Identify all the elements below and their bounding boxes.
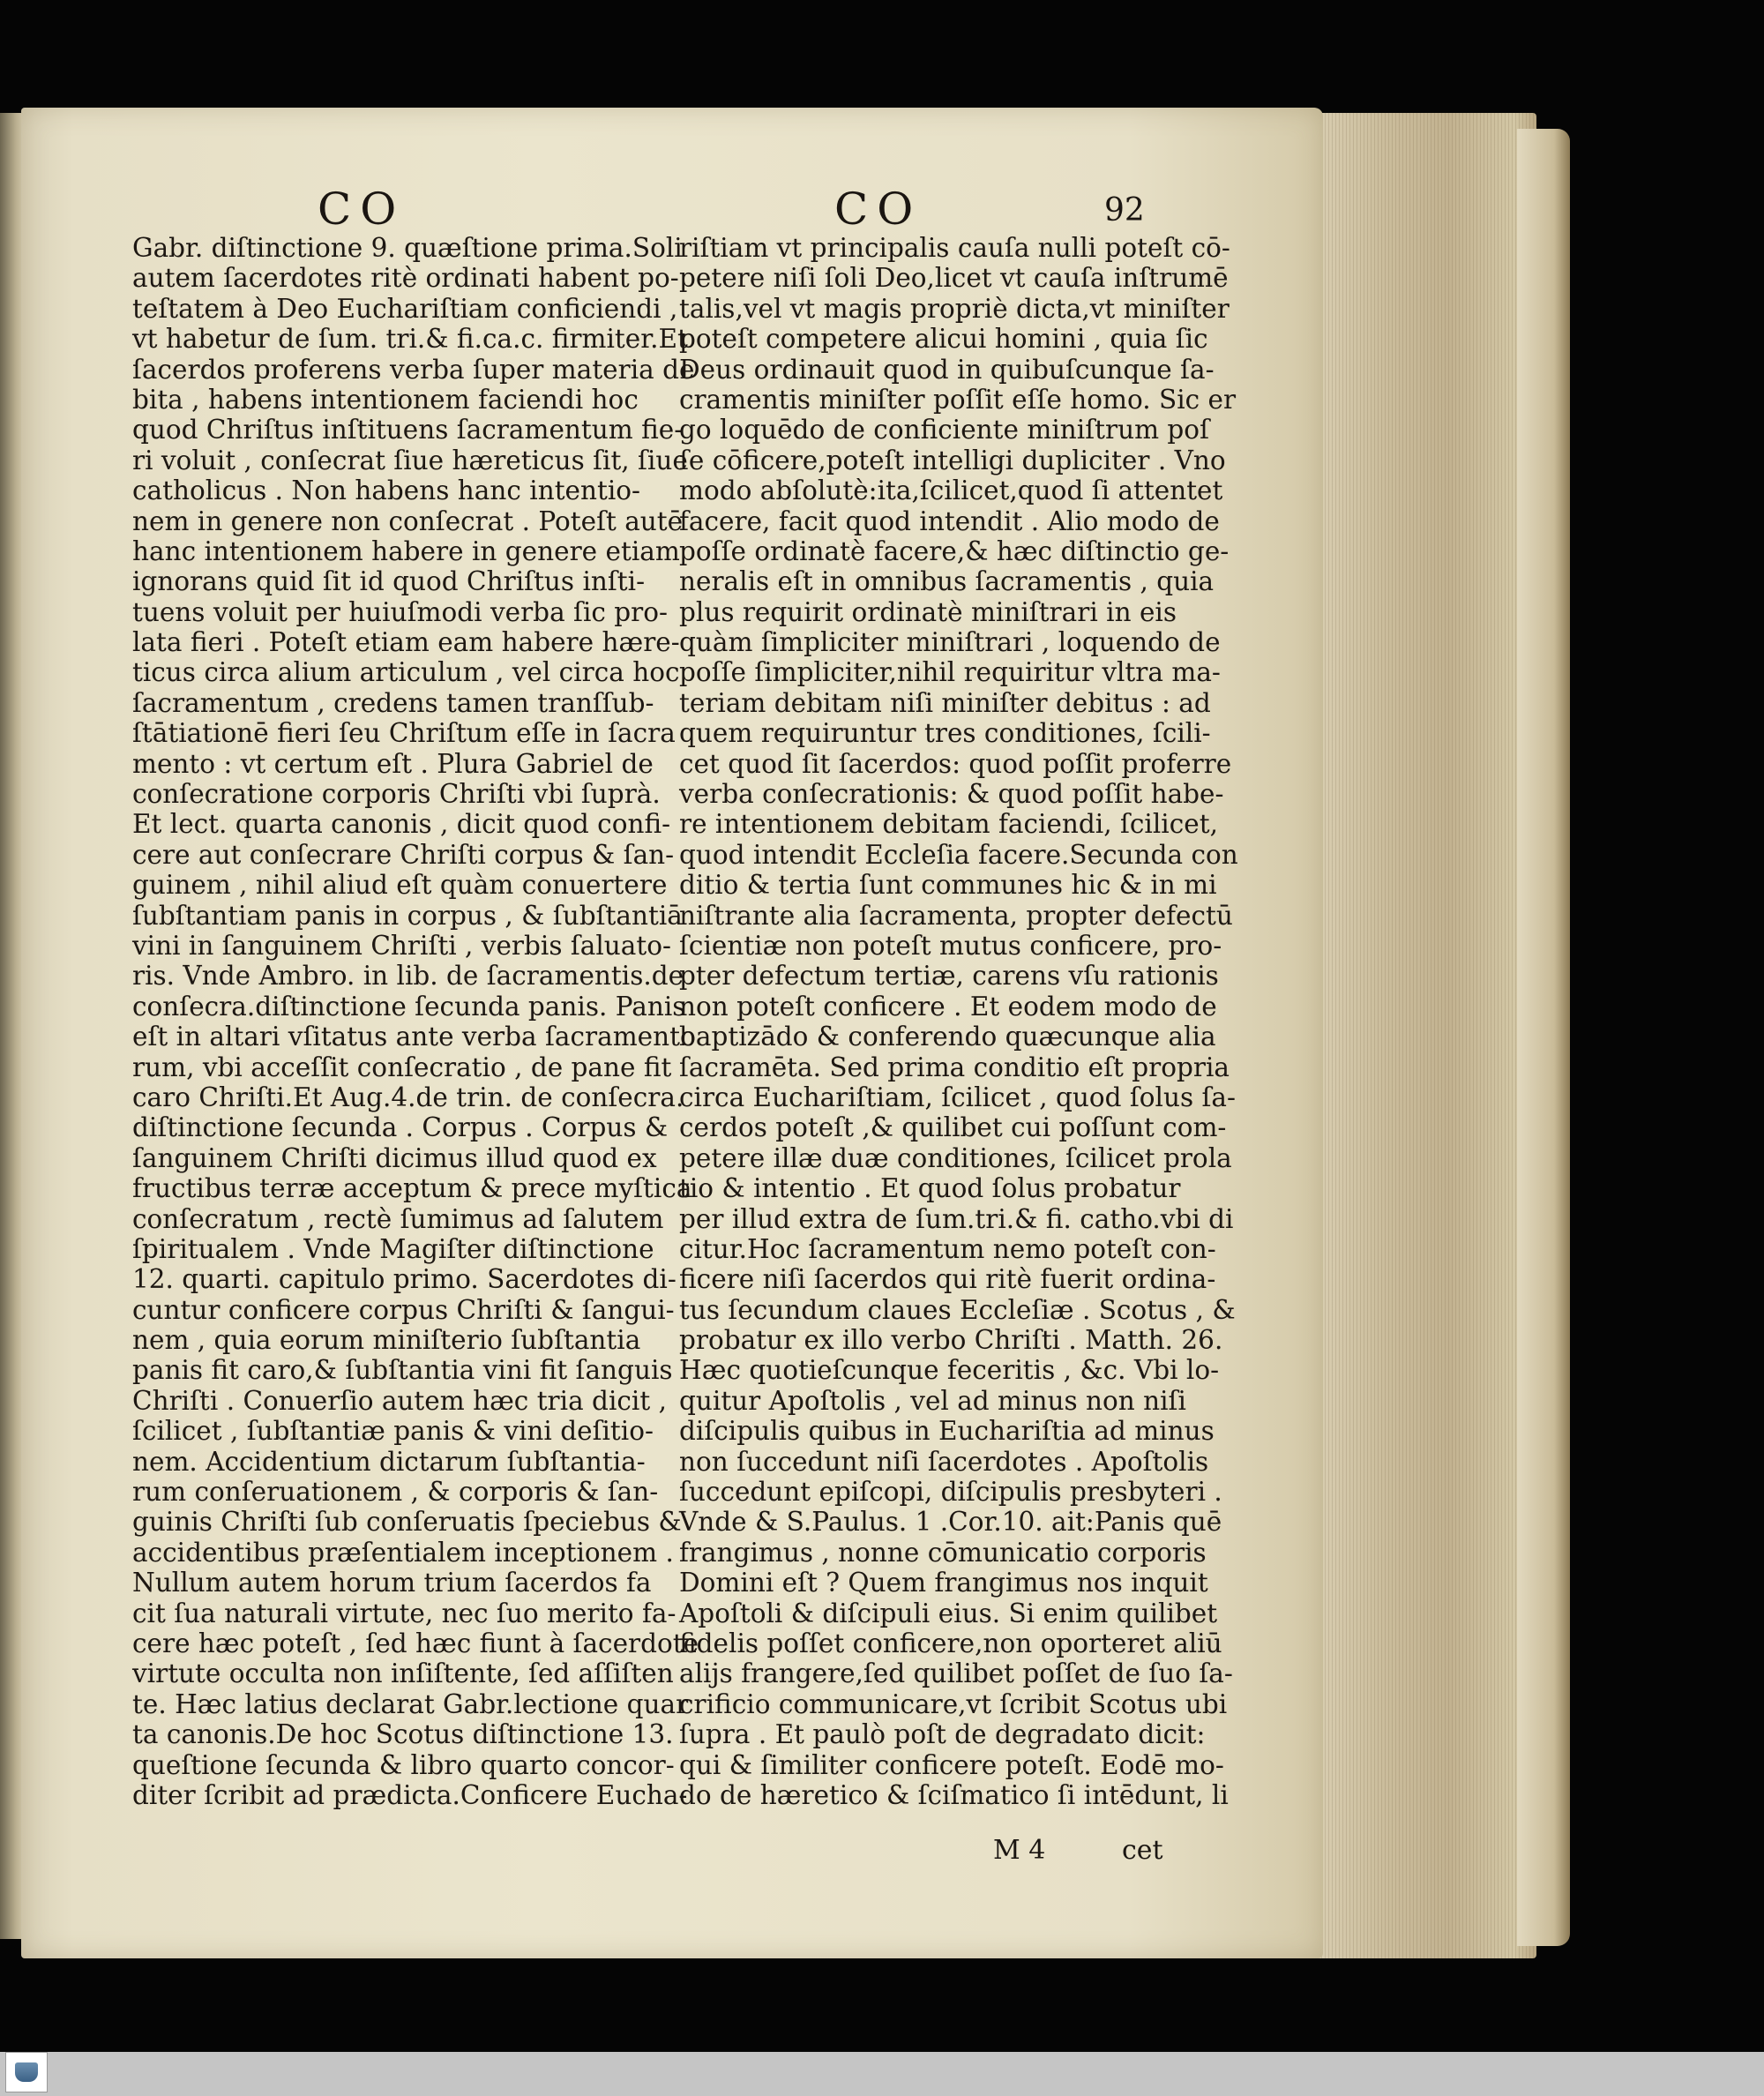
text-line: hanc intentionem habere in genere etiam — [132, 535, 680, 566]
text-line: lata fieri . Poteſt etiam eam habere hære- — [132, 627, 680, 658]
text-line: cuntur conficere corpus Chriſti & ſangui- — [132, 1294, 675, 1325]
text-line: petere niſi ſoli Deo,licet vt cauſa inſtrumē — [679, 263, 1229, 294]
text-line: quitur Apoſtolis , vel ad minus non niſi — [679, 1385, 1186, 1416]
text-line: ignorans quid ſit id quod Chriſtus inſti- — [132, 566, 646, 597]
text-line: ris. Vnde Ambro. in lib. de ſacramentis.de — [132, 961, 684, 992]
text-line: ſanguinem Chriſti dicimus illud quod ex — [132, 1142, 657, 1173]
text-line: ſubſtantiam panis in corpus , & ſubſtantiā — [132, 900, 683, 931]
text-line: vini in ſanguinem Chriſti , verbis ſaluato- — [132, 930, 671, 961]
text-line: diſtinctione ſecunda . Corpus . Corpus & — [132, 1112, 669, 1143]
library-logo-icon — [5, 2052, 48, 2092]
text-line: guinis Chriſti ſub conſeruatis ſpeciebus & — [132, 1507, 682, 1538]
text-line: probatur ex illo verbo Chriſti . Matth. 26. — [679, 1325, 1223, 1356]
text-line: riſtiam vt principalis cauſa nulli poteſt cō- — [679, 233, 1230, 263]
text-line: qui & ſimiliter conficere poteſt. Eodē mo- — [679, 1749, 1224, 1780]
text-line: cerdos poteſt ,& quilibet cui poſſunt com- — [679, 1112, 1227, 1143]
text-line: eſt in altari vſitatus ante verba ſacramento — [132, 1022, 696, 1052]
text-line: queſtione ſecunda & libro quarto concor- — [132, 1749, 675, 1780]
text-line: Gabr. diſtinctione 9. quæſtione prima.Soli — [132, 233, 683, 263]
text-line: guinem , nihil aliud eſt quàm conuertere — [132, 870, 668, 901]
text-line: conſecra.diſtinctione ſecunda panis. Panis — [132, 991, 686, 1022]
text-line: fructibus terræ acceptum & prece myſtica — [132, 1173, 692, 1204]
text-line: accidentibus præſentialem inceptionem . — [132, 1537, 674, 1568]
text-line: virtute occulta non inſiſtente, ſed aſſiſten — [132, 1658, 674, 1689]
text-line: cere aut conſecrare Chriſti corpus & ſan- — [132, 839, 675, 870]
text-line: diter ſcribit ad prædicta.Conficere Eucha- — [132, 1779, 688, 1810]
text-line: nem , quia eorum miniſterio ſubſtantia — [132, 1325, 641, 1356]
text-line: fidelis poſſet conficere,non oporteret aliū — [679, 1628, 1222, 1658]
text-line: petere illæ duæ conditiones, ſcilicet prola — [679, 1142, 1232, 1173]
text-line: ſupra . Et paulò poſt de degradato dicit: — [679, 1719, 1206, 1750]
text-line: cit ſua naturali virtute, nec ſuo merito fa- — [132, 1598, 676, 1628]
text-line: Domini eſt ? Quem frangimus nos inquit — [679, 1568, 1208, 1598]
text-line: ſtātiationē fieri ſeu Chriſtum eſſe in ſacra — [132, 718, 676, 749]
text-line: poteſt competere alicui homini , quia ſic — [679, 324, 1208, 355]
text-line: non poteſt conficere . Et eodem modo de — [679, 991, 1217, 1022]
right-text-column — [679, 233, 1238, 1810]
text-line: catholicus . Non habens hanc intentio- — [132, 475, 641, 506]
text-line: do de hæretico & ſciſmatico ſi intēdunt, li — [679, 1779, 1229, 1810]
text-line: ticus circa alium articulum , vel circa hoc — [132, 657, 680, 688]
text-line: verba conſecrationis: & quod poſſit habe- — [679, 779, 1224, 810]
text-line: talis,vel vt magis propriè dicta,vt miniſter — [679, 293, 1230, 324]
text-line: ficere niſi ſacerdos qui ritè fuerit ordina- — [679, 1264, 1216, 1295]
running-head-right: CO — [834, 183, 923, 235]
text-line: ſuccedunt epiſcopi, diſcipulis presbyteri . — [679, 1477, 1222, 1508]
text-line: Apoſtoli & diſcipuli eius. Si enim quilibet — [679, 1598, 1218, 1628]
text-line: tio & intentio . Et quod ſolus probatur — [679, 1173, 1181, 1204]
catchword: cet — [1122, 1835, 1163, 1866]
text-line: circa Euchariſtiam, ſcilicet , quod ſolus ſa- — [679, 1082, 1236, 1112]
text-line: plus requirit ordinatè miniſtrari in eis — [679, 596, 1177, 627]
text-line: cet quod ſit ſacerdos: quod poſſit proferre — [679, 748, 1232, 779]
text-line: cramentis miniſter poſſit eſſe homo. Sic er — [679, 384, 1237, 415]
text-line: quàm ſimpliciter miniſtrari , loquendo de — [679, 627, 1221, 658]
text-line: ſacramentum , credens tamen tranſſub- — [132, 687, 654, 718]
text-line: citur.Hoc ſacramentum nemo poteſt con- — [679, 1233, 1216, 1264]
text-line: conſecratione corporis Chriſti vbi ſuprà. — [132, 779, 661, 810]
text-line: ſacerdos proferens verba ſuper materia de — [132, 354, 695, 385]
text-line: pter defectum tertiæ, carens vſu rationis — [679, 961, 1219, 992]
text-line: Hæc quotieſcunque feceritis , &c. Vbi lo- — [679, 1355, 1220, 1386]
text-line: frangimus , nonne cōmunicatio corporis — [679, 1537, 1207, 1568]
text-line: crificio communicare,vt ſcribit Scotus ubi — [679, 1688, 1228, 1719]
text-line: tuens voluit per huiuſmodi verba ſic pro- — [132, 596, 668, 627]
text-line: rum conſeruationem , & corporis & ſan- — [132, 1477, 659, 1508]
text-line: panis fit caro,& ſubſtantia vini fit ſanguis — [132, 1355, 673, 1386]
text-line: ſacramēta. Sed prima conditio eſt propria — [679, 1052, 1230, 1082]
text-line: Deus ordinauit quod in quibuſcunque ſa- — [679, 354, 1215, 385]
text-line: niſtrante alia ſacramenta, propter defectū — [679, 900, 1233, 931]
text-line: teſtatem à Deo Euchariſtiam conficiendi , — [132, 293, 678, 324]
text-line: tus ſecundum claues Eccleſiæ . Scotus , & — [679, 1294, 1236, 1325]
text-line: bita , habens intentionem faciendi hoc — [132, 384, 639, 415]
text-line: teriam debitam niſi miniſter debitus : ad — [679, 687, 1211, 718]
book-fore-edge — [1318, 113, 1536, 1958]
text-line: caro Chriſti.Et Aug.4.de trin. de conſecra. — [132, 1082, 684, 1112]
text-line: ſcientiæ non poteſt mutus conficere, pro- — [679, 930, 1222, 961]
text-line: go loquēdo de conficiente miniſtrum poſ — [679, 415, 1209, 445]
text-line: diſcipulis quibus in Euchariſtia ad minus — [679, 1416, 1215, 1447]
text-line: non ſuccedunt niſi ſacerdotes . Apoſtolis — [679, 1446, 1209, 1477]
book-cover-edge — [1517, 129, 1570, 1946]
text-line: poſſe ordinatè facere,& hæc diſtinctio ge- — [679, 535, 1230, 566]
text-line: autem ſacerdotes ritè ordinati habent po- — [132, 263, 679, 294]
text-line: te. Hæc latius declarat Gabr.lectione quar — [132, 1688, 689, 1719]
left-text-column — [132, 233, 699, 1810]
running-head-left: CO — [318, 183, 406, 235]
text-line: Chriſti . Conuerſio autem hæc tria dicit , — [132, 1385, 667, 1416]
text-line: rum, vbi acceſſit conſecratio , de pane fit — [132, 1052, 672, 1082]
text-line: vt habetur de ſum. tri.& fi.ca.c. firmiter.Et — [132, 324, 688, 355]
text-line: ditio & tertia ſunt communes hic & in mi — [679, 870, 1217, 901]
text-line: ſe cōficere,poteſt intelligi dupliciter . Vno — [679, 445, 1226, 475]
text-line: conſecratum , rectè ſumimus ad ſalutem — [132, 1203, 664, 1234]
text-line: 12. quarti. capitulo primo. Sacerdotes di- — [132, 1264, 676, 1295]
text-line: mento : vt certum eſt . Plura Gabriel de — [132, 748, 654, 779]
signature-mark: M 4 — [993, 1835, 1046, 1866]
text-line: quod Chriſtus inſtituens ſacramentum fie- — [132, 415, 684, 445]
text-line: quem requiruntur tres conditiones, ſcili- — [679, 718, 1211, 749]
text-line: ſcilicet , ſubſtantiæ panis & vini deſitio- — [132, 1416, 654, 1447]
text-line: cere hæc poteſt , ſed hæc fiunt à ſacerdote — [132, 1628, 699, 1658]
text-line: poſſe ſimpliciter,nihil requiritur vltra ma- — [679, 657, 1221, 688]
text-line: alijs frangere,ſed quilibet poſſet de ſuo ſa- — [679, 1658, 1233, 1689]
text-line: baptizādo & conferendo quæcunque alia — [679, 1022, 1216, 1052]
text-line: ſpiritualem . Vnde Magiſter diſtinctione — [132, 1233, 654, 1264]
text-line: re intentionem debitam faciendi, ſcilicet, — [679, 809, 1218, 840]
text-line: neralis eſt in omnibus ſacramentis , quia — [679, 566, 1215, 597]
text-line: quod intendit Eccleſia facere.Secunda con — [679, 839, 1238, 870]
text-line: nem in genere non conſecrat . Poteſt autē — [132, 505, 684, 536]
text-line: facere, facit quod intendit . Alio modo de — [679, 505, 1220, 536]
text-line: nem. Accidentium dictarum ſubſtantia- — [132, 1446, 646, 1477]
text-line: Vnde & S.Paulus. 1 .Cor.10. ait:Panis quē — [679, 1507, 1222, 1538]
scanner-footer-bar — [0, 2052, 1764, 2096]
text-line: modo abſolutè:ita,ſcilicet,quod ſi attentet — [679, 475, 1223, 506]
text-line: ri voluit , conſecrat ſiue hæreticus ſit, ſiue — [132, 445, 688, 475]
page-number: 92 — [1104, 192, 1145, 228]
text-line: Nullum autem horum trium ſacerdos fa — [132, 1568, 652, 1598]
text-line: per illud extra de ſum.tri.& fi. catho.vbi di — [679, 1203, 1234, 1234]
text-line: Et lect. quarta canonis , dicit quod confi- — [132, 809, 671, 840]
text-line: ta canonis.De hoc Scotus diſtinctione 13. — [132, 1719, 674, 1750]
